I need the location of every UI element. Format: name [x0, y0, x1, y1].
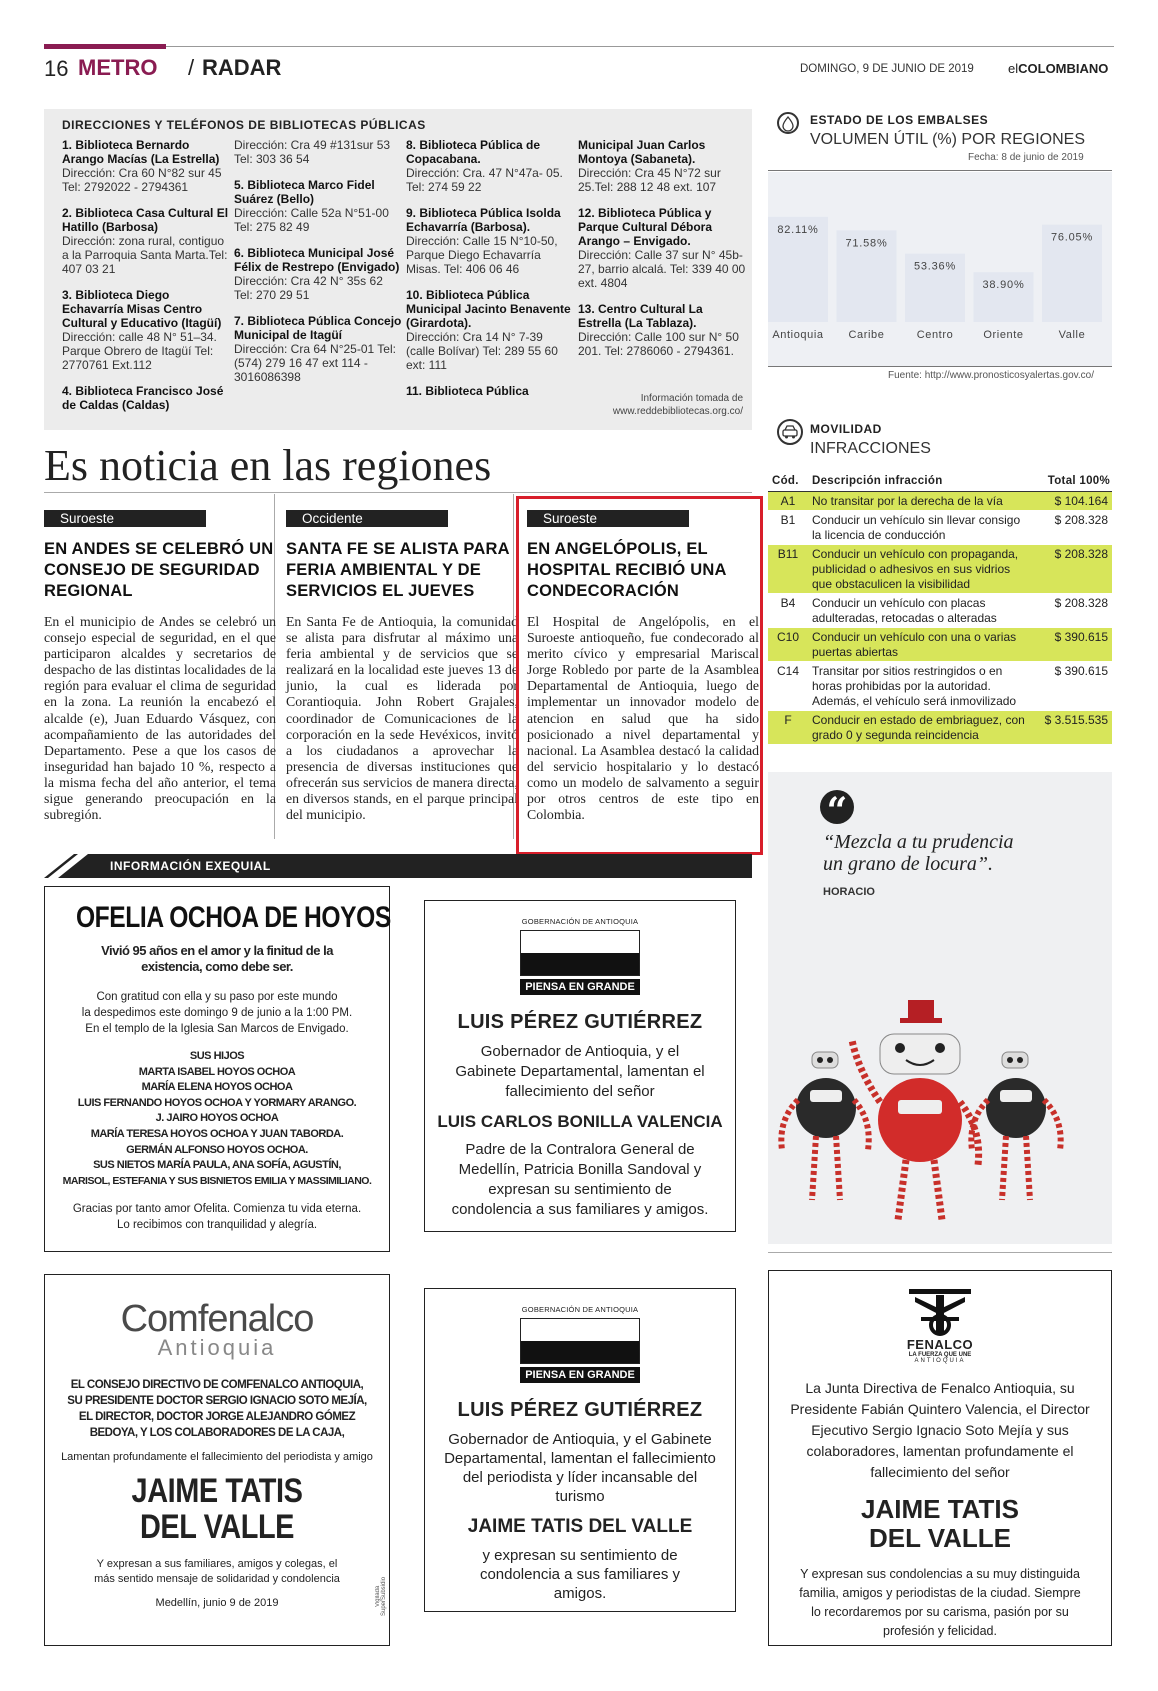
obituary-text: Gobernador de Antioquia, y el Gabinete Departamental, lamentan el fallecimiento del periodista y líder incansable del turismo: [444, 1431, 716, 1505]
library-detail: Dirección: Cra 64 N°25-01 Tel: (574) 279 16 47 ext 114 - 3016086398: [234, 342, 396, 384]
library-entry: [62, 206, 230, 276]
library-entry: [406, 206, 574, 276]
chart-data-label: 38.90%: [982, 279, 1025, 292]
page-number: 16: [44, 56, 69, 81]
regions-title: Es noticia en las regiones: [44, 441, 492, 490]
library-detail: Dirección: Cra 49 #131sur 53 Tel: 303 36 54: [234, 138, 391, 166]
reservoirs-bar-chart: [768, 172, 1112, 367]
library-detail: Dirección: Calle 100 sur N° 50 201. Tel: 2786060 - 2794361.: [578, 330, 739, 358]
obituary-comfenalco: [44, 1274, 390, 1646]
chart-category-label: Centro: [916, 329, 954, 341]
issue-date: DOMINGO, 9 DE JUNIO DE 2019: [800, 63, 974, 75]
chart-category-label: Oriente: [983, 329, 1024, 341]
infraction-total: $ 390.615: [1032, 628, 1112, 662]
deceased-name-line: DEL VALLE: [139, 1508, 295, 1546]
library-entry: [62, 138, 230, 194]
library-name: 5. Biblioteca Marco Fidel Suárez (Bello): [234, 178, 375, 206]
library-detail: Dirección: Calle 52a N°51-00 Tel: 275 82 49: [234, 206, 389, 234]
library-detail: Dirección: Cra 14 N° 7-39 (calle Bolívar) Tel: 289 55 60 ext: 111: [406, 330, 558, 372]
region-tag: Suroeste: [44, 510, 206, 527]
obituary-closing: [45, 1201, 389, 1233]
libraries-column: [578, 138, 746, 370]
column-header-total: Total 100%: [1032, 475, 1112, 492]
deceased-name-line: JAIME TATIS: [131, 1472, 303, 1510]
article-body: En Santa Fe de Antioquia, la comunidad se alista para disfrutar al máximo una feria ambiental y de servicios que se realizará en la localidad este jueves 13 de junio, la cual es liderada por Corantioquia. John Robert Grajales, coordinador de Comunicaciones de la corporación en la sede Hevéxicos, invitó a los ciudadanos a aprovechar la presencia de diversas instituciones que ofrecerán sus servicios de manera directa, en diversos stands, en el parque principal del municipio.: [286, 614, 518, 823]
fenalco-logo-name: FENALCO: [906, 1337, 974, 1352]
infraction-description: Conducir en estado de embriaguez, con grado 0 y segunda reincidencia: [808, 711, 1032, 745]
library-name: 8. Biblioteca Pública de Copacabana.: [406, 138, 541, 166]
obituary-text: Padre de la Contralora General de Medellín, Patricia Bonilla Sandoval y expresan su sentimiento de condolencia a sus familiares y amigos.: [451, 1141, 709, 1218]
obituary-text: Gobernador de Antioquia, y el Gabinete Departamental, lamentan el fallecimiento del señor: [455, 1043, 705, 1100]
deceased-name: [71, 1473, 363, 1545]
library-detail: Dirección: Cra 45 N°72 sur 25.Tel: 288 12 48 ext. 107: [578, 166, 721, 194]
robot-right: [971, 1052, 1060, 1200]
comfenalco-header: EL CONSEJO DIRECTIVO DE COMFENALCO ANTIOQUIA, SU PRESIDENTE DOCTOR SERGIO IGNACIO SOTO MEJÍA, EL DIRECTOR, DOCTOR JORGE ALEJANDRO GÓMEZ BEDOYA, Y LOS COLABORADORES DE LA CAJA,: [67, 1379, 367, 1439]
library-entry: [406, 288, 574, 372]
fenalco-text: Y expresan sus condolencias a su muy distinguida familia, amigos y periodistas de la ciudad. Siempre lo recordaremos por su carisma, pasión por su profesión y felicidad.: [799, 1567, 1081, 1638]
deceased-name: LUIS CARLOS BONILLA VALENCIA: [437, 1112, 723, 1131]
library-name: 4. Biblioteca Francisco José de Caldas (Caldas): [62, 384, 224, 412]
infraction-code: B11: [768, 545, 808, 594]
library-detail: Dirección: Cra. 47 N°47a- 05. Tel: 274 59 22: [406, 166, 563, 194]
quote-line: “Mezcla a tu prudencia: [823, 831, 1014, 853]
supersubsidio-note: Vigilada SuperSubsidio: [375, 1576, 387, 1616]
table-row: [768, 662, 1112, 711]
reservoirs-title: ESTADO DE LOS EMBALSES: [810, 113, 989, 127]
library-entry: [406, 138, 574, 194]
closing-line: Lo recibimos con tranquilidad y alegría.: [116, 1219, 318, 1232]
governor-name: LUIS PÉREZ GUTIÉRREZ: [457, 1011, 703, 1033]
library-entry: [234, 246, 402, 302]
table-row: [768, 711, 1112, 745]
libraries-column: [234, 138, 402, 396]
family-line: SUS HIJOS: [189, 1050, 245, 1062]
quote-line: un grano de locura”.: [823, 853, 993, 875]
car-icon: [777, 419, 803, 445]
obituary-details: [45, 989, 389, 1037]
libraries-column: [406, 138, 574, 410]
infraction-code: B1: [768, 511, 808, 545]
family-line: SUS NIETOS MARÍA PAULA, ANA SOFÍA, AGUSTÍN,: [93, 1159, 341, 1172]
comfenalco-logo: Comfenalco: [120, 1298, 314, 1340]
library-name: 3. Biblioteca Diego Echavarría Misas Centro Cultural y Educativo (Itagüí): [62, 288, 222, 330]
quote-text: [823, 831, 1014, 875]
infraction-total: $ 208.328: [1032, 545, 1112, 594]
table-row: [768, 628, 1112, 662]
deceased-name: OFELIA OCHOA DE HOYOS: [75, 901, 391, 934]
library-entry: [578, 302, 746, 358]
infraction-total: $ 390.615: [1032, 662, 1112, 711]
region-tag: Suroeste: [527, 510, 689, 527]
library-detail: Dirección: Cra 60 N°82 sur 45 Tel: 2792022 - 2794361: [62, 166, 222, 194]
fenalco-text: La Junta Directiva de Fenalco Antioquia, su Presidente Fabián Quintero Valencia, el Director Ejecutivo Sergio Ignacio Soto Mejía y sus colaboradores, lamentan profundamente el fallecimiento del señor: [790, 1380, 1090, 1480]
article-body: En el municipio de Andes se celebró un consejo especial de seguridad, en el que participaron alcaldes y secretarios de despacho de las distintas localidades de la región para evaluar el clima de seguridad en la zona. La reunión la encabezó el alcalde (e), Juan Eduardo Vásquez, con acompañamiento de las autoridades del Departamento. Pese a que los casos de inseguridad han bajado 10 %, respecto a la misma fecha del año anterior, el tema sigue generando preocupación en la subregión.: [44, 614, 276, 823]
comfenalco-lament: Lamentan profundamente el fallecimiento del periodista y amigo: [61, 1451, 373, 1463]
mobility-title: MOVILIDAD: [810, 422, 882, 436]
library-name: 2. Biblioteca Casa Cultural El Hatillo (Barbosa): [62, 206, 229, 234]
regions-rule: [44, 492, 752, 493]
article: [286, 510, 518, 823]
reservoirs-date: Fecha: 8 de junio de 2019: [968, 152, 1084, 163]
detail-line: Con gratitud con ella y su paso por este mundo: [96, 991, 338, 1003]
chart-data-label: 76.05%: [1050, 231, 1094, 244]
library-entry: [234, 314, 402, 384]
library-detail: Dirección: Calle 37 sur N° 45b-27, barrio alcalá. Tel: 339 40 00 ext. 4804: [578, 248, 746, 290]
quote-mark-icon: “: [820, 790, 854, 824]
quote-bottom-rule: [768, 1252, 1112, 1253]
chart-bottom-rule: [768, 366, 1112, 367]
obituary-text: y expresan su sentimiento de condolencia a sus familiares y amigos.: [479, 1547, 681, 1602]
mobility-subtitle: INFRACCIONES: [810, 440, 931, 457]
detail-line: la despedimos este domingo 9 de junio a la 1:00 PM.: [81, 1007, 353, 1019]
library-name: 6. Biblioteca Municipal José Félix de Restrepo (Envigado): [234, 246, 400, 274]
library-name: 1. Biblioteca Bernardo Arango Macías (La Estrella): [62, 138, 220, 166]
closing-line: Gracias por tanto amor Ofelita. Comienza tu vida eterna.: [72, 1203, 362, 1216]
infraction-code: C14: [768, 662, 808, 711]
deceased-name: [769, 1495, 1111, 1553]
library-name: 12. Biblioteca Pública y Parque Cultural Débora Arango – Envigado.: [578, 206, 713, 248]
infraction-description: Conducir un vehículo con placas adulteradas, retocadas o alteradas: [808, 594, 1032, 628]
reservoirs-source: Fuente: http://www.pronosticosyalertas.gov.co/: [888, 370, 1095, 381]
reservoirs-subtitle: VOLUMEN ÚTIL (%) POR REGIONES: [810, 131, 1085, 148]
family-line: LUIS FERNANDO HOYOS OCHOA Y YORMARY ARANGO.: [77, 1096, 357, 1109]
family-line: J. JAIRO HOYOS OCHOA: [155, 1112, 279, 1125]
gobernacion-label: GOBERNACIÓN DE ANTIOQUIA: [521, 917, 639, 926]
article-headline: EN ANGELÓPOLIS, EL HOSPITAL RECIBIÓ UNA CONDECORACIÓN: [527, 540, 726, 600]
libraries-column: [62, 138, 230, 424]
comfenalco-logo-sub: Antioquia: [157, 1335, 277, 1360]
brand-prefix: el: [1008, 61, 1019, 76]
library-entry: [234, 138, 402, 166]
gobernacion-label: GOBERNACIÓN DE ANTIOQUIA: [521, 1305, 639, 1314]
library-detail: Dirección: Calle 15 N°10-50, Parque Diego Echavarría Misas. Tel: 406 06 46: [406, 234, 558, 276]
obituary-fenalco: [768, 1270, 1112, 1646]
gobernacion-flag: [520, 1318, 640, 1364]
infraction-description: Conducir un vehículo con propaganda, publicidad o adhesivos en sus vidrios que obstaculicen la visibilidad: [808, 545, 1032, 594]
gobernacion-flag: [520, 930, 640, 976]
article-headline: EN ANDES SE CELEBRÓ UN CONSEJO DE SEGURIDAD REGIONAL: [44, 540, 274, 600]
water-drop-icon: [777, 112, 799, 134]
exequial-label: INFORMACIÓN EXEQUIAL: [110, 859, 271, 873]
infraction-total: $ 3.515.535: [1032, 711, 1112, 745]
table-row: [768, 545, 1112, 594]
comfenalco-date: Medellín, junio 9 de 2019: [155, 1597, 279, 1609]
table-header-row: [768, 475, 1112, 492]
robot-center: [852, 1000, 979, 1220]
family-line: MARÍA ELENA HOYOS OCHOA: [141, 1081, 293, 1094]
family-line: MARÍA TERESA HOYOS OCHOA Y JUAN TABORDA.: [90, 1127, 344, 1140]
library-detail: Dirección: calle 48 N° 51–34. Parque Obrero de Itagüí Tel: 2770761 Ext.112: [62, 330, 217, 372]
obituary-gobernacion-1: [424, 900, 736, 1232]
chart-category-label: Antioquia: [772, 329, 824, 341]
exequial-bar-decoration: [44, 854, 104, 878]
chart-category-label: Valle: [1058, 329, 1086, 341]
infraction-code: C10: [768, 628, 808, 662]
library-entry: [234, 178, 402, 234]
infraction-description: Conducir un vehículo con una o varias puertas abiertas: [808, 628, 1032, 662]
obituary-subtitle: Vivió 95 años en el amor y la finitud de la existencia, como debe ser.: [101, 943, 333, 974]
obituary-gobernacion-2: [424, 1288, 736, 1612]
infractions-table: [768, 475, 1112, 745]
comfenalco-text: Y expresan a sus familiares, amigos y colegas, el más sentido mensaje de solidaridad y condolencia: [94, 1558, 340, 1585]
infraction-total: $ 104.164: [1032, 492, 1112, 511]
obituary-ofelia: [44, 886, 390, 1252]
column-header-description: Descripción infracción: [808, 475, 1032, 492]
header-rule: [44, 46, 1114, 47]
highlight-frame: [516, 496, 763, 855]
library-name: 7. Biblioteca Pública Concejo Municipal de Itagüí: [234, 314, 402, 342]
infraction-description: Conducir un vehículo sin llevar consigo la licencia de conducción: [808, 511, 1032, 545]
section-separator: /: [188, 55, 195, 80]
fenalco-logo-tag: ANTIOQUIA: [914, 1358, 966, 1364]
library-entry: [578, 206, 746, 290]
table-row: [768, 511, 1112, 545]
deceased-name-line: DEL VALLE: [868, 1523, 1012, 1553]
library-name: 9. Biblioteca Pública Isolda Echavarría (Barbosa).: [406, 206, 561, 234]
libraries-title: DIRECCIONES Y TELÉFONOS DE BIBLIOTECAS PÚBLICAS: [62, 118, 426, 132]
deceased-name: JAIME TATIS DEL VALLE: [467, 1516, 693, 1537]
newspaper-brand: [1008, 61, 1108, 76]
section-name: METRO: [78, 55, 158, 80]
quote-author: HORACIO: [823, 886, 875, 898]
article: [44, 510, 276, 823]
deceased-name-line: JAIME TATIS: [861, 1494, 1019, 1524]
library-detail: Dirección: Cra 42 N° 35s 62 Tel: 270 29 51: [234, 274, 383, 302]
library-name: Municipal Juan Carlos Montoya (Sabaneta).: [578, 138, 706, 166]
fenalco-logo-tag: LA FUERZA QUE UNE: [908, 1352, 972, 1358]
library-detail: Dirección: zona rural, contiguo a la Parroquia Santa Marta.Tel: 407 03 21: [62, 234, 228, 276]
infraction-code: F: [768, 711, 808, 745]
subsection-name: RADAR: [202, 55, 282, 80]
fenalco-emblem-icon: [905, 1287, 975, 1337]
gobernacion-slogan: PIENSA EN GRANDE: [520, 979, 640, 995]
gobernacion-slogan: PIENSA EN GRANDE: [520, 1367, 640, 1383]
region-tag: Occidente: [286, 510, 448, 527]
family-line: MARTA ISABEL HOYOS OCHOA: [138, 1065, 296, 1078]
header-accent-bar: [44, 44, 166, 49]
chart-data-label: 71.58%: [845, 237, 888, 250]
infraction-code: B4: [768, 594, 808, 628]
infraction-total: $ 208.328: [1032, 594, 1112, 628]
family-line: MARISOL, ESTEFANIA Y SUS BISNIETOS EMILIA Y MASSIMILIANO.: [62, 1174, 372, 1187]
table-row: [768, 594, 1112, 628]
chart-data-label: 82.11%: [777, 223, 819, 236]
infraction-description: Transitar por sitios restringidos o en horas prohibidas por la autoridad. Además, el vehículo será inmovilizado: [808, 662, 1032, 711]
chart-top-rule: [768, 170, 1112, 171]
infraction-description: No transitar por la derecha de la vía: [808, 492, 1032, 511]
governor-name: LUIS PÉREZ GUTIÉRREZ: [457, 1399, 703, 1421]
article-body: El Hospital de Angelópolis, en el Suroeste antioqueño, fue condecorado al merito cívico y empresarial Mariscal Jorge Robledo por parte de la Asamblea Departamental de Antioquia, luego de implementar un innovador modelo de atencion en salud que ha sido posicionado a nivel departamental y nacional. La Asamblea destacó la calidad del servicio hospitalario y lo destacó como un modelo de salvamento a seguir por otros centros de este tipo en Colombia.: [527, 614, 759, 823]
chart-category-label: Caribe: [848, 329, 885, 341]
library-name: 10. Biblioteca Pública Municipal Jacinto Benavente (Girardota).: [406, 288, 571, 330]
robot-left: [781, 1052, 868, 1200]
library-entry: [406, 384, 574, 398]
libraries-source: Información tomada de www.reddebibliotecas.org.co/: [612, 393, 743, 417]
library-name: 13. Centro Cultural La Estrella (La Tablaza).: [578, 302, 703, 330]
article-headline: SANTA FE SE ALISTA PARA FERIA AMBIENTAL Y DE SERVICIOS EL JUEVES: [286, 540, 510, 600]
library-entry: [578, 138, 746, 194]
column-header-code: Cód.: [768, 475, 808, 492]
chart-data-label: 53.36%: [913, 260, 957, 273]
library-entry: [62, 288, 230, 372]
infraction-total: $ 208.328: [1032, 511, 1112, 545]
table-row: [768, 492, 1112, 511]
detail-line: En el templo de la Iglesia San Marcos de Envigado.: [85, 1023, 349, 1035]
brand-name: COLOMBIANO: [1018, 61, 1109, 76]
family-list: [45, 1049, 389, 1189]
infraction-code: A1: [768, 492, 808, 511]
robots-illustration: [768, 990, 1112, 1230]
family-line: GERMÁN ALFONSO HOYOS OCHOA.: [126, 1143, 308, 1156]
library-name: 11. Biblioteca Pública: [406, 384, 529, 398]
library-entry: [62, 384, 230, 412]
